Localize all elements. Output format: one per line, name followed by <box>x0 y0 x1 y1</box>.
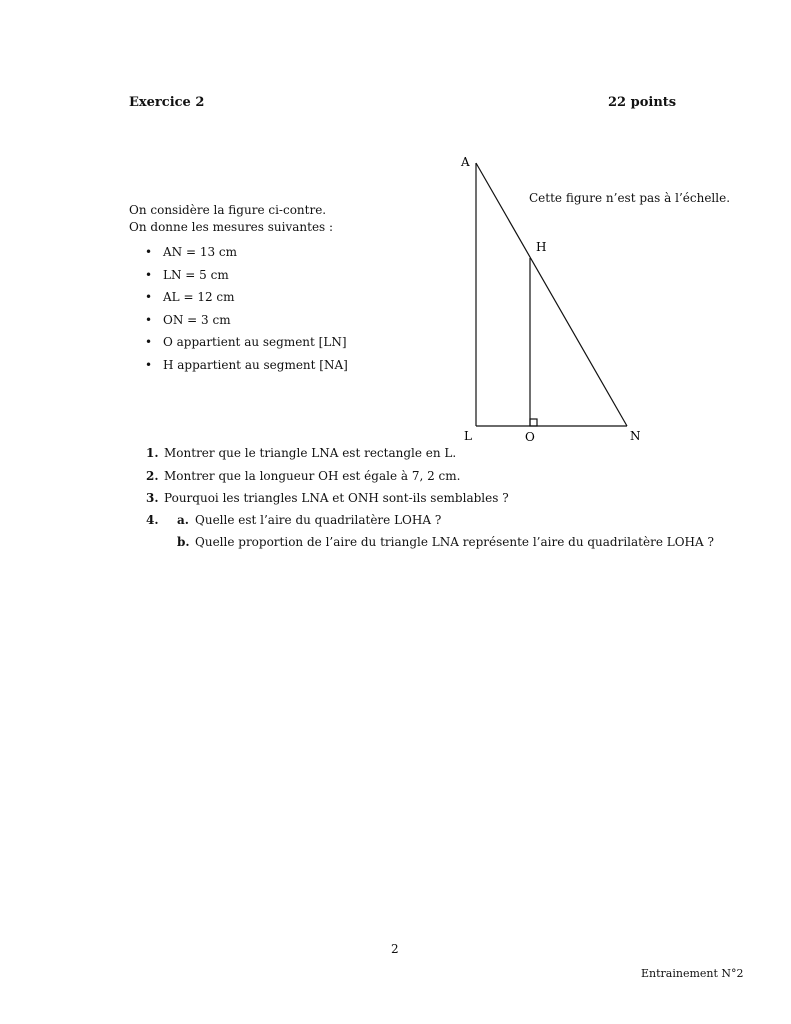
intro-line-1: On considère la figure ci-contre. <box>129 203 327 217</box>
question-4b-label: b. <box>177 535 190 549</box>
bullet-icon: • <box>145 290 153 304</box>
bullet-icon: • <box>145 335 153 349</box>
triangle-figure <box>0 0 791 460</box>
question-4-number: 4. <box>146 513 159 527</box>
label-n: N <box>630 429 641 443</box>
question-4a-label: a. <box>177 513 189 527</box>
measure-ln: LN = 5 cm <box>163 267 229 282</box>
measure-o-on-ln: O appartient au segment [LN] <box>163 335 347 349</box>
bullet-icon: • <box>145 245 153 259</box>
question-2-text: Montrer que la longueur OH est égale à 7, 2 cm. <box>164 469 461 483</box>
bullet-icon: • <box>145 357 153 372</box>
question-4b-text: Quelle proportion de l’aire du triangle LNA représente l’aire du quadrilatère LOHA ? <box>195 535 714 549</box>
question-4b <box>177 535 714 549</box>
bullet-icon: • <box>145 267 153 282</box>
question-2-number: 2. <box>146 469 159 483</box>
label-o: O <box>525 430 535 444</box>
measure-al: AL = 12 cm <box>163 290 235 304</box>
question-3 <box>146 491 509 505</box>
label-l: L <box>464 429 472 443</box>
question-4a <box>177 513 441 527</box>
measure-on: ON = 3 cm <box>163 312 231 327</box>
label-a: A <box>461 155 470 169</box>
right-angle-marker <box>530 419 537 426</box>
exercise-points: 22 points <box>608 95 677 110</box>
scale-note: Cette figure n’est pas à l’échelle. <box>529 191 731 205</box>
measure-an: AN = 13 cm <box>163 245 238 259</box>
bullet-icon: • <box>145 312 153 327</box>
question-3-number: 3. <box>146 491 159 505</box>
question-1-number: 1. <box>146 446 159 460</box>
question-1 <box>146 446 456 460</box>
label-h: H <box>536 240 547 254</box>
question-3-text: Pourquoi les triangles LNA et ONH sont-ils semblables ? <box>164 491 509 505</box>
exercise-title: Exercice 2 <box>129 95 205 110</box>
question-4a-text: Quelle est l’aire du quadrilatère LOHA ? <box>195 513 442 527</box>
measure-h-on-na: H appartient au segment [NA] <box>163 357 348 372</box>
question-2 <box>146 469 460 483</box>
series-label: Entrainement N°2 <box>641 967 744 980</box>
page-number: 2 <box>391 942 399 956</box>
question-1-text: Montrer que le triangle LNA est rectangle en L. <box>164 446 457 460</box>
intro-line-2: On donne les mesures suivantes : <box>129 220 334 234</box>
